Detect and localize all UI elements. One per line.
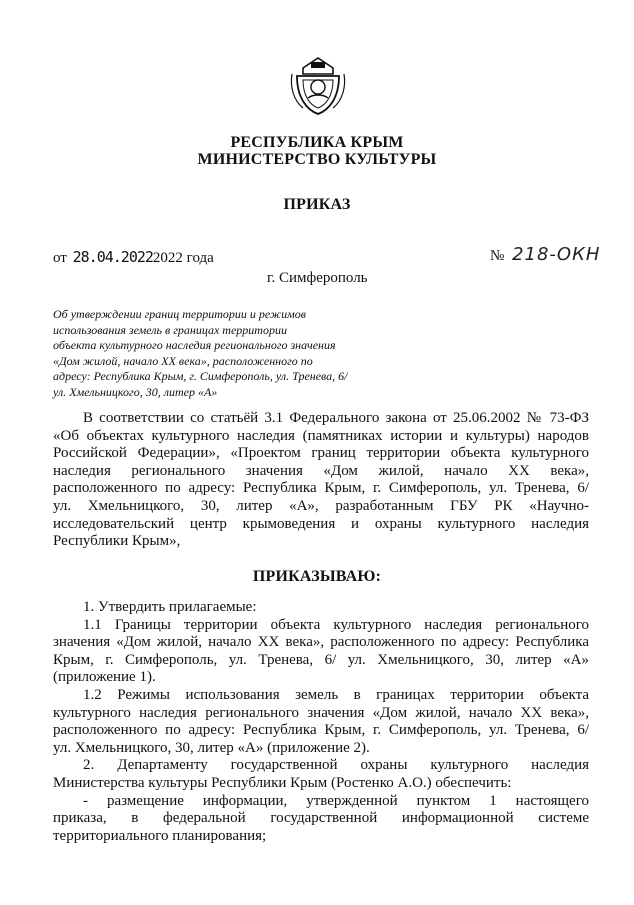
subject-line: ул. Хмельницкого, 30, литер «А» [53,384,218,399]
document-type-heading: ПРИКАЗ [283,196,351,213]
clause-line: культурного наследия регионального значения «Дом жилой, начало XX века», [53,704,589,721]
preamble-line: «Об объектах культурного наследия (памятниках истории и культуры) народов [53,427,589,444]
city: г. Симферополь [267,270,368,286]
subject-line: «Дом жилой, начало XX века», расположенного по [53,353,313,368]
order-number [490,244,600,265]
subject-line: объекта культурного наследия регионального значения [53,338,336,352]
subject-line: адресу: Республика Крым, г. Симферополь, ул. Тренева, 6/ [53,369,348,383]
clause-line: Министерства культуры Республики Крым (Ростенко А.О.) обеспечить: [53,774,512,791]
clause-line: территориального планирования; [53,827,267,844]
number-prefix: № [490,248,505,264]
clauses [53,599,589,845]
order-subject [53,307,373,400]
subject-line: использования земель в границах территории [53,322,287,337]
preamble-line: наследия регионального значения «Дом жилой, начало XX века», [53,462,589,479]
crimea-coat-of-arms-icon [289,54,347,116]
preamble-line: Российской Федерации», «Проектом границ территории объекта культурного [53,445,589,462]
order-date [53,248,214,267]
date-prefix: от [53,250,67,266]
clause-line: Крым, г. Симферополь, ул. Тренева, 6/ ул. Хмельницкого, 30, литер «А» [53,651,589,668]
clause-line: (приложение 1). [53,669,156,686]
clause-line: - размещение информации, утвержденной пунктом 1 настоящего [83,792,589,809]
republic-heading: РЕСПУБЛИКА КРЫМ [230,134,404,151]
clause-line: 1.2 Режимы использования земель в границах территории объекта [83,686,589,703]
clause-line: 1.1 Границы территории объекта культурного наследия регионального [83,616,589,633]
clause-line: 2. Департаменту государственной охраны культурного наследия [83,757,589,774]
preamble-line: В соответствии со статьёй 3.1 Федерального закона от 25.06.2002 № 73-ФЗ [83,410,589,426]
subject-line: Об утверждении границ территории и режимов [53,307,306,321]
clause-line: приказа, в федеральной государственной информационной системе [53,810,589,827]
order-verb-heading: ПРИКАЗЫВАЮ: [252,568,382,585]
clause-line: расположенного по адресу: Республика Крым, г. Симферополь, ул. Тренева, 6/ [53,722,589,739]
preamble-line: Республики Крым», [53,533,181,550]
handwritten-date: 28.04.2022 [72,248,153,266]
date-suffix: 2022 года [152,250,214,266]
clause-line: 1. Утвердить прилагаемые: [83,599,257,615]
preamble-line: расположенного по адресу: Республика Крым, г. Симферополь, ул. Тренева, 6/ [53,480,589,497]
clause-line: ул. Хмельницкого, 30, литер «А» (приложение 2). [53,739,370,756]
preamble-line: ул. Хмельницкого, 30, литер «А», разработанным ГБУ РК «Научно- [53,497,589,514]
handwritten-number: 218-ОКН [512,244,601,265]
preamble-paragraph [53,410,589,551]
preamble-line: исследовательский центр крымоведения и охраны культурного наследия [53,515,589,532]
clause-line: значения «Дом жилой, начало XX века», расположенного по адресу: Республика [53,634,589,651]
ministry-heading: МИНИСТЕРСТВО КУЛЬТУРЫ [197,151,437,168]
